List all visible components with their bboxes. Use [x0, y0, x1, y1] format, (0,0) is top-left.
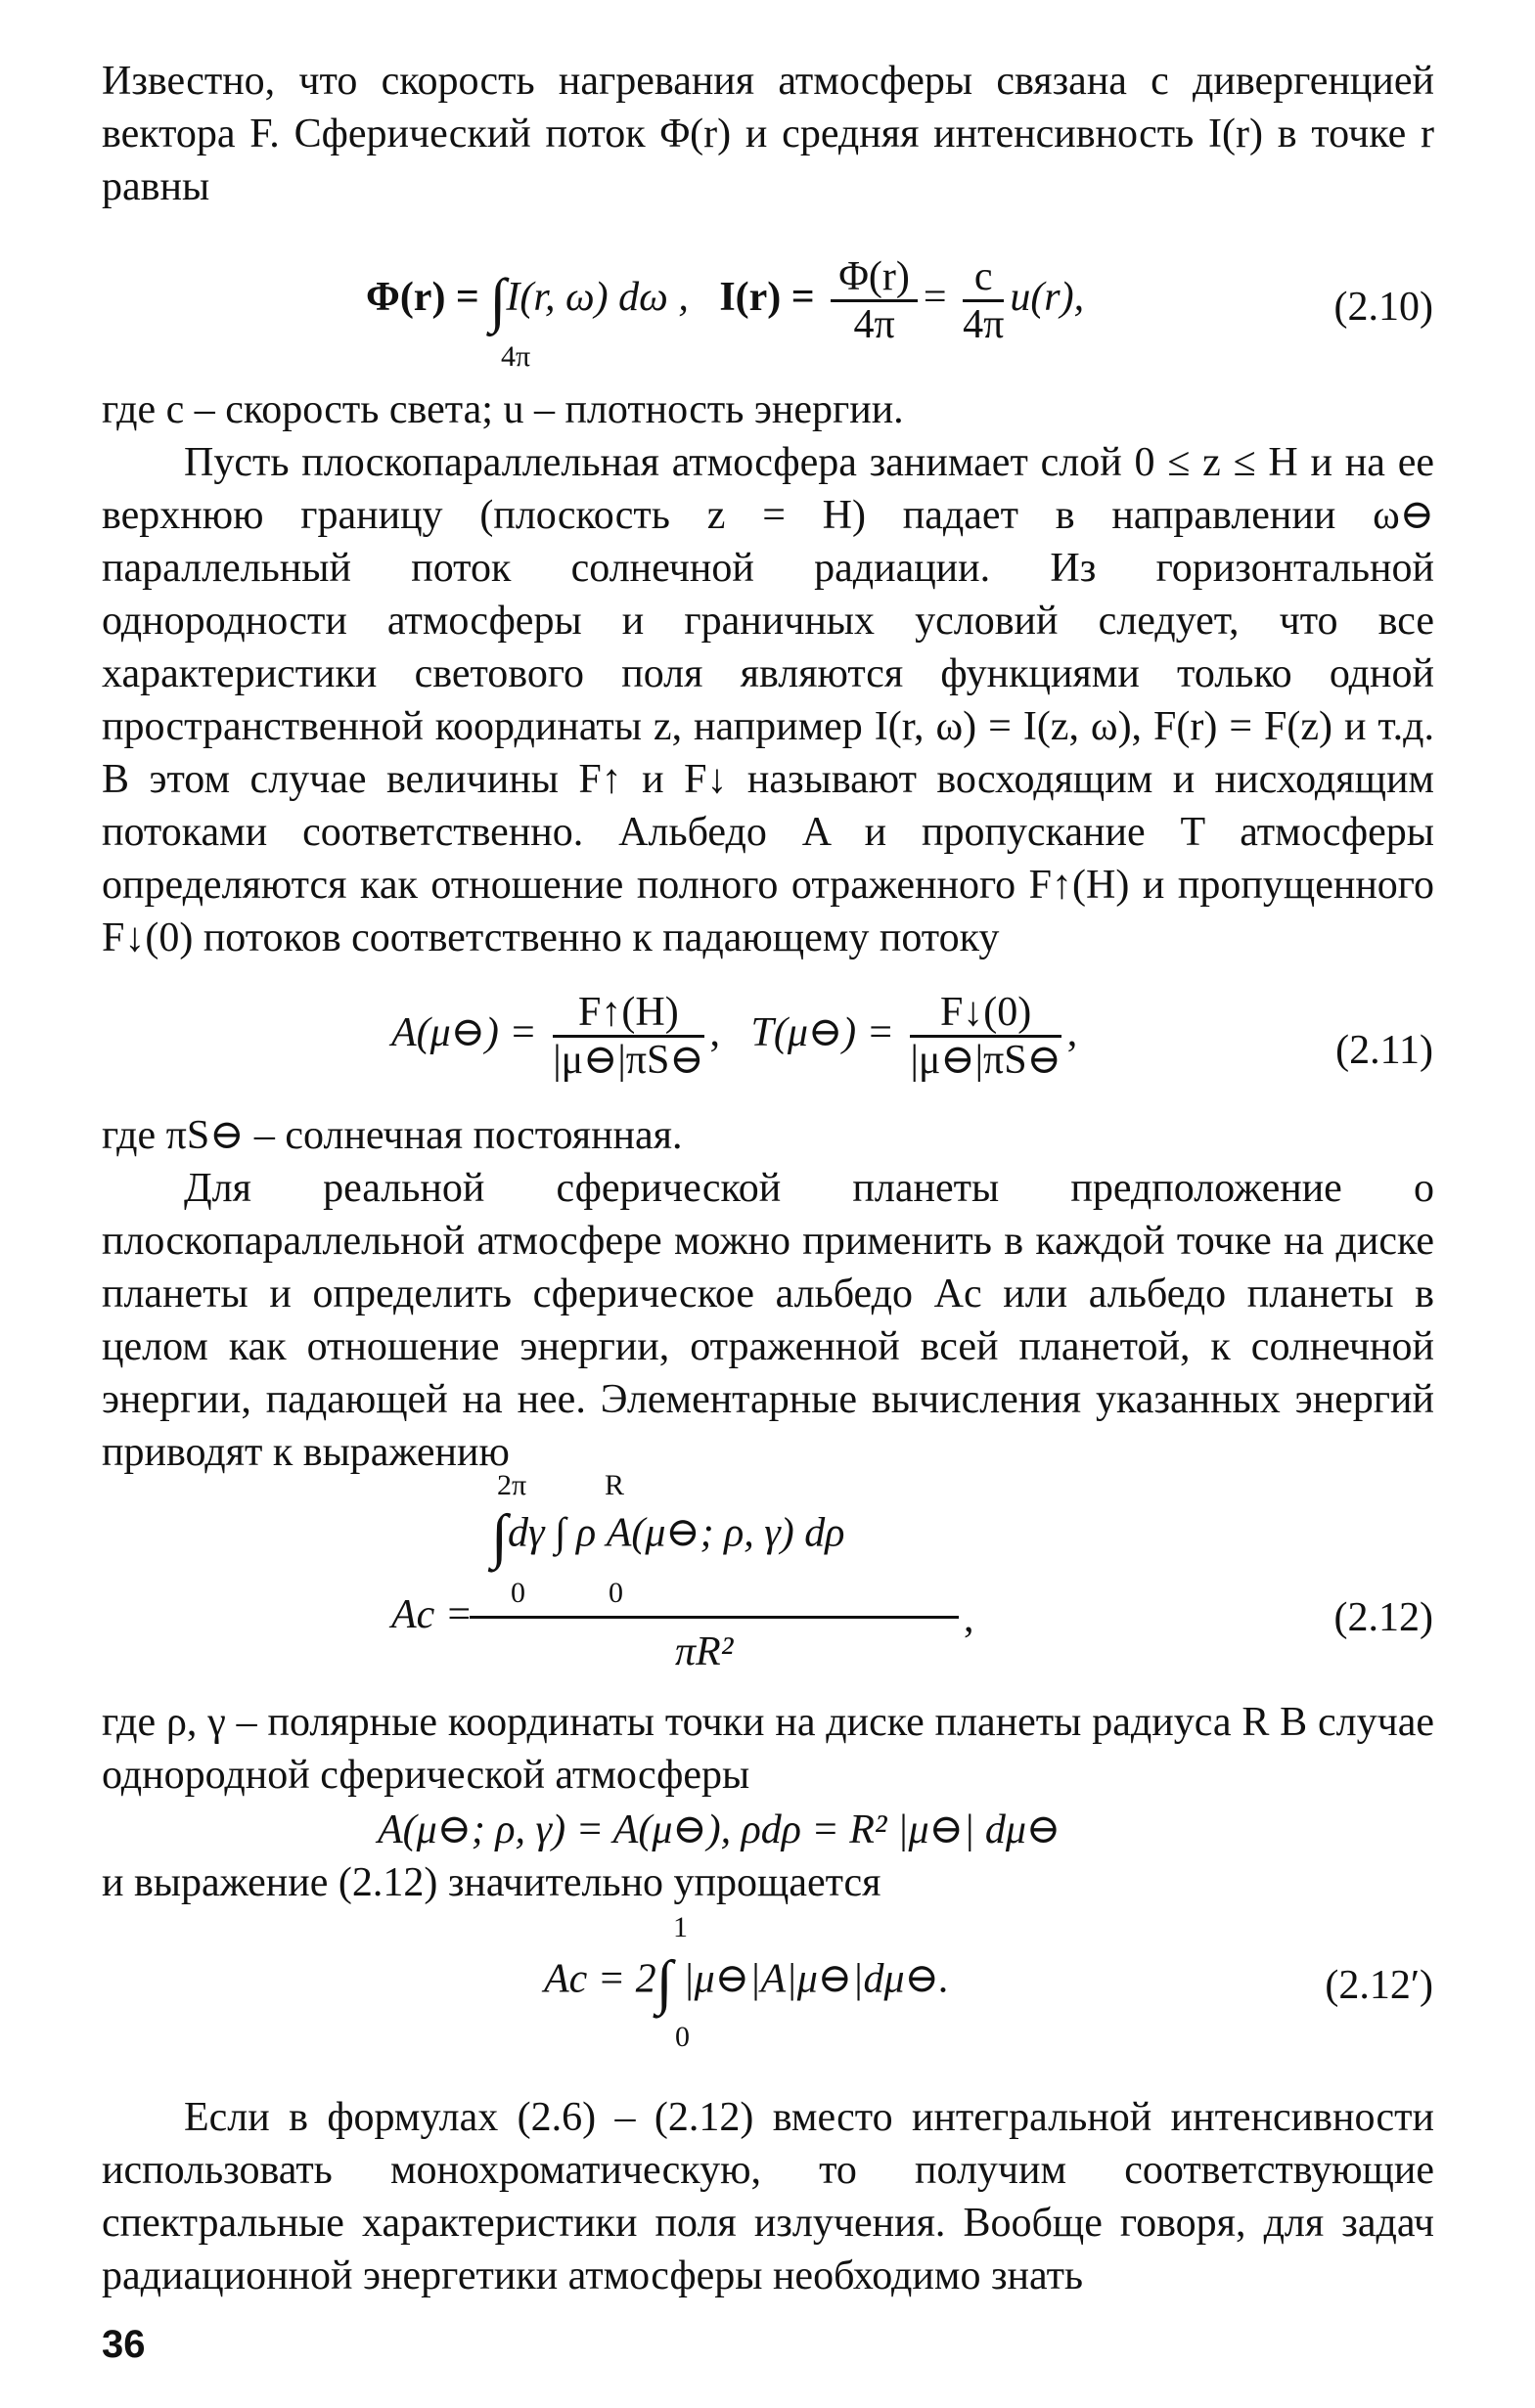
equation-homogeneous: A(μ⊖; ρ, γ) = A(μ⊖), ρdρ = R² |μ⊖| dμ⊖ — [378, 1807, 1061, 1852]
equation-2-10: Φ(r) = ∫I(r, ω) dω , I(r) = $\frac{\Phi(r)}{4\pi}$ = $\frac{c}{4\pi}$ u(r), — [366, 254, 1085, 347]
paragraph-monochromatic: Если в формулах (2.6) – (2.12) вместо интегральной интенсивности использовать монохроматическую, то получим соответствующие спектральные характеристики поля излучения. Вообще говоря, для задач радиационной энергетики атмосферы необходимо знать — [102, 2095, 1434, 2298]
equation-lhs: Ac = — [391, 1592, 474, 1637]
paragraph-plane-parallel: Пусть плоскопараллельная атмосфера занимает слой 0 ≤ z ≤ H и на ее верхнюю границу (плоскость z = H) падает в направлении ω⊖ параллельный поток солнечной радиации. Из горизонтальной однородности атмосферы и граничных условий следует, что все характеристики светового поля являются функциями только одной пространственной координаты z, например I(r, ω) = I(z, ω), F(r) = F(z) и т.д. В этом случае величины F↑ и F↓ называют восходящим и нисходящим потоками соответственно. Альбедо A и пропускание T атмосферы определяются как отношение полного отраженного F↑(H) и пропущенного F↓(0) потоков соответственно к падающему потоку — [102, 440, 1434, 960]
integral-upper-limit: 1 — [673, 1911, 688, 1943]
equation-denominator: πR² — [675, 1629, 734, 1674]
integral-sign: ∫ — [489, 267, 507, 334]
equation-2-12-numerator: ∫dγ ∫ ρ A(μ⊖; ρ, γ) dρ — [491, 1503, 845, 1570]
paragraph-speed-of-light: где c – скорость света; u – плотность энергии. — [102, 387, 904, 432]
integral-lower-limit: 0 — [675, 2021, 690, 2053]
paragraph-solar-constant: где πS⊖ – солнечная постоянная. — [102, 1113, 683, 1158]
equation-number: (2.12) — [1333, 1595, 1433, 1640]
equation-2-12-prime: Ac = 2∫ |μ⊖|A|μ⊖|dμ⊖. — [544, 1949, 950, 2016]
fraction: $\frac{\Phi(r)}{4\pi}$ — [831, 254, 918, 347]
fraction-bar — [470, 1616, 959, 1619]
paragraph-polar-coords: где ρ, γ – полярные координаты точки на диске планеты радиуса R В случае однородной сферической атмосферы — [102, 1700, 1434, 1798]
paragraph-intro: Известно, что скорость нагревания атмосферы связана с дивергенцией вектора F. Сферический поток Φ(r) и средняя интенсивность I(r) в точке r равны — [102, 59, 1434, 209]
integral-upper-limit: 2π — [497, 1469, 527, 1501]
equation-comma: , — [964, 1596, 974, 1641]
integral-limit: 4π — [501, 340, 531, 373]
fraction: $\frac{F↓(0)}{|\mu⊖|\pi S⊖}$ — [910, 990, 1061, 1083]
page-number: 36 — [102, 2323, 146, 2366]
fraction: $\frac{c}{4\pi}$ — [963, 254, 1005, 347]
equation-number: (2.10) — [1333, 285, 1433, 330]
fraction: $\frac{F↑(H)}{|\mu⊖|\pi S⊖}$ — [553, 990, 704, 1083]
paragraph-spherical-planet: Для реальной сферической планеты предположение о плоскопараллельной атмосфере можно применить в каждой точке на диске планеты и определить сферическое альбедо Ac или альбедо планеты в целом как отношение энергии, отраженной всей планетой, к солнечной энергии, падающей на нее. Элементарные вычисления указанных энергий приводят к выражению — [102, 1166, 1434, 1475]
equation-number: (2.12′) — [1325, 1963, 1433, 2008]
equation-2-11: A(μ⊖) = $\frac{F↑(H)}{|\mu⊖|\pi S⊖}$ , T(μ⊖) = $\frac{F↓(0)}{|\mu⊖|\pi S⊖}$ , — [391, 990, 1078, 1083]
paragraph-simplifies: и выражение (2.12) значительно упрощается — [102, 1860, 881, 1905]
integral-sign: ∫ — [491, 1503, 508, 1570]
equation-number: (2.11) — [1335, 1028, 1433, 1073]
integral-lower-limit: 0 — [609, 1577, 623, 1609]
integral-sign: ∫ — [655, 1949, 673, 2016]
integral-lower-limit: 0 — [511, 1577, 525, 1609]
integral-upper-limit: R — [605, 1469, 625, 1501]
